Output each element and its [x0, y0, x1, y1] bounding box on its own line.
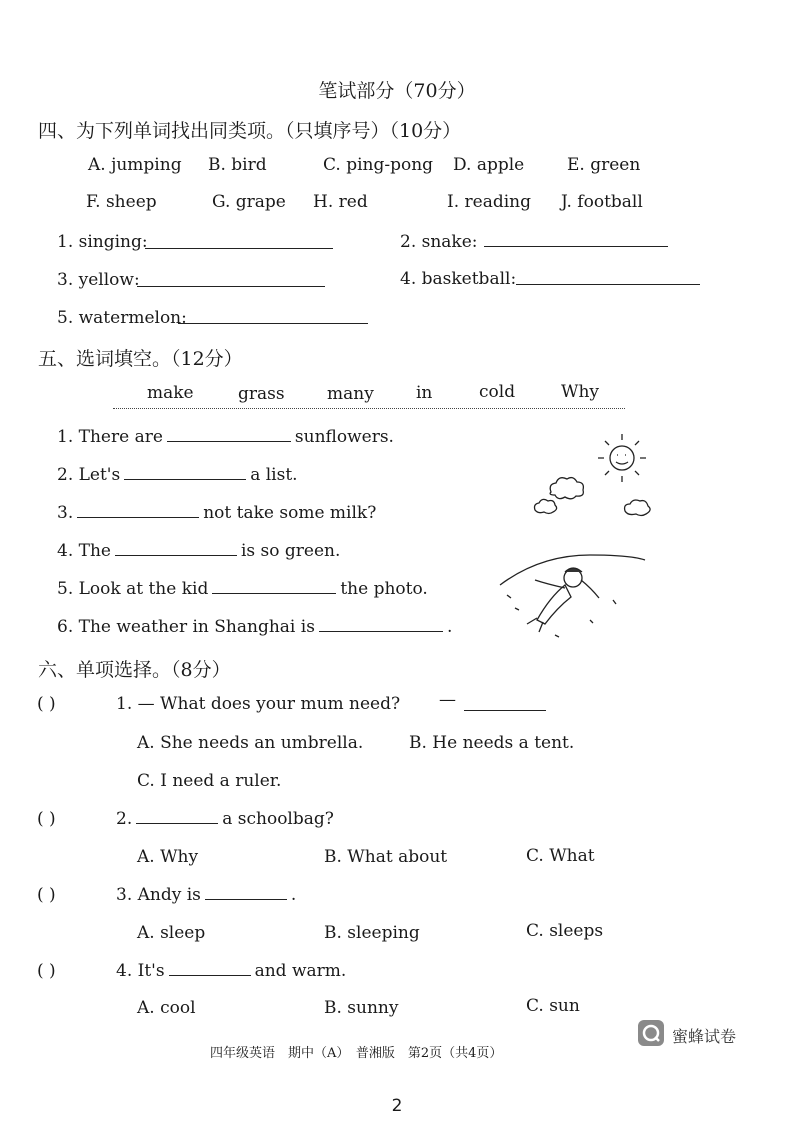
answer-paren-6-2[interactable]: ( ) — [37, 809, 56, 829]
question-6-4-text: 4. It's — [116, 961, 165, 981]
answer-blank-6-3[interactable] — [205, 898, 287, 900]
question-5-1-end: sunflowers. — [294, 427, 394, 447]
question-4-1-label: 1. singing: — [57, 232, 148, 252]
page-number: 2 — [391, 1096, 403, 1116]
option-d: D. apple — [453, 155, 525, 175]
answer-blank-5-1[interactable] — [167, 440, 291, 442]
page-title: 笔试部分（70分） — [318, 80, 476, 102]
question-5-4-end: is so green. — [240, 541, 341, 561]
option-j: J. football — [561, 192, 643, 212]
answer-blank-5-4[interactable] — [115, 554, 237, 556]
question-5-5-end: the photo. — [340, 579, 428, 599]
answer-paren-6-1[interactable]: ( ) — [37, 694, 56, 714]
question-5-6 — [57, 617, 452, 637]
answer-blank-4-5[interactable] — [178, 323, 368, 324]
answer-blank-4-1[interactable] — [145, 248, 333, 249]
option-6-1-c: C. I need a ruler. — [137, 771, 282, 791]
cloud-icon — [535, 478, 651, 516]
question-6-2 — [116, 809, 334, 829]
watermark-logo-icon — [638, 1020, 664, 1046]
option-6-3-b: B. sleeping — [324, 923, 420, 943]
question-6-2-number: 2. — [116, 809, 133, 829]
word-bank-make: make — [147, 383, 194, 403]
section-6-heading: 六、单项选择。（8分） — [38, 659, 231, 681]
word-bank-cold: cold — [479, 382, 516, 402]
question-6-4 — [116, 961, 346, 981]
answer-blank-4-2[interactable] — [484, 246, 668, 247]
question-5-1 — [57, 427, 394, 447]
sun-icon — [598, 434, 646, 482]
option-i: I. reading — [447, 192, 531, 212]
question-5-3 — [57, 503, 376, 523]
option-a: A. jumping — [88, 155, 182, 175]
question-5-4 — [57, 541, 340, 561]
word-bank-grass: grass — [238, 384, 285, 404]
dash-6-1: — — [439, 690, 456, 710]
question-6-3 — [116, 885, 296, 905]
question-5-1-start: 1. There are — [57, 427, 163, 447]
section-4-heading: 四、为下列单词找出同类项。（只填序号）（10分） — [38, 120, 462, 142]
option-g: G. grape — [212, 192, 286, 212]
question-6-3-text: 3. Andy is — [116, 885, 201, 905]
page-footer: 四年级英语 期中（A） 普湘版 第2页（共4页） — [210, 1046, 503, 1061]
answer-paren-6-3[interactable]: ( ) — [37, 885, 56, 905]
question-5-3-end: not take some milk? — [203, 503, 377, 523]
option-6-1-b: B. He needs a tent. — [409, 733, 575, 753]
word-bank-underline — [113, 408, 625, 409]
question-4-3-label: 3. yellow: — [57, 270, 140, 290]
answer-paren-6-4[interactable]: ( ) — [37, 961, 56, 981]
answer-blank-4-4[interactable] — [516, 284, 700, 285]
question-5-2-end: a list. — [250, 465, 298, 485]
question-5-6-end: . — [446, 617, 453, 637]
question-5-2 — [57, 465, 298, 485]
girl-icon — [500, 555, 645, 637]
answer-blank-5-6[interactable] — [319, 630, 443, 632]
option-e: E. green — [567, 155, 641, 175]
question-4-5-label: 5. watermelon: — [57, 308, 187, 328]
option-6-4-b: B. sunny — [324, 998, 399, 1018]
option-6-3-c: C. sleeps — [526, 921, 604, 941]
option-6-2-c: C. What — [526, 846, 595, 866]
question-5-6-start: 6. The weather in Shanghai is — [57, 617, 315, 637]
answer-blank-6-2[interactable] — [136, 822, 218, 824]
question-5-5-start: 5. Look at the kid — [57, 579, 209, 599]
option-6-4-a: A. cool — [137, 998, 196, 1018]
answer-blank-6-4[interactable] — [169, 974, 251, 976]
question-5-2-start: 2. Let's — [57, 465, 121, 485]
word-bank-in: in — [416, 383, 433, 403]
answer-blank-5-2[interactable] — [124, 478, 246, 480]
question-6-3-end: . — [290, 885, 297, 905]
word-bank-many: many — [327, 384, 374, 404]
question-4-2-label: 2. snake: — [400, 232, 478, 252]
question-5-5 — [57, 579, 428, 599]
answer-blank-5-5[interactable] — [212, 592, 336, 594]
question-6-1: 1. — What does your mum need? — [116, 694, 401, 714]
option-h: H. red — [313, 192, 368, 212]
watermark-text: 蜜蜂试卷 — [672, 1027, 737, 1046]
option-6-4-c: C. sun — [526, 996, 580, 1016]
question-5-3-start: 3. — [57, 503, 74, 523]
option-6-3-a: A. sleep — [137, 923, 206, 943]
answer-blank-5-3[interactable] — [77, 516, 199, 518]
answer-blank-4-3[interactable] — [137, 286, 325, 287]
option-6-1-a: A. She needs an umbrella. — [137, 733, 364, 753]
option-b: B. bird — [208, 155, 267, 175]
option-f: F. sheep — [86, 192, 157, 212]
answer-blank-6-1[interactable] — [464, 710, 546, 711]
question-6-4-end: and warm. — [254, 961, 347, 981]
option-6-2-a: A. Why — [137, 847, 199, 867]
section-5-heading: 五、选词填空。（12分） — [38, 348, 243, 370]
option-c: C. ping-pong — [323, 155, 434, 175]
illustration-girl-on-grass — [495, 430, 655, 645]
question-4-4-label: 4. basketball: — [400, 269, 517, 289]
question-6-2-text: a schoolbag? — [222, 809, 334, 829]
option-6-2-b: B. What about — [324, 847, 448, 867]
word-bank-why: Why — [561, 382, 600, 402]
question-5-4-start: 4. The — [57, 541, 111, 561]
